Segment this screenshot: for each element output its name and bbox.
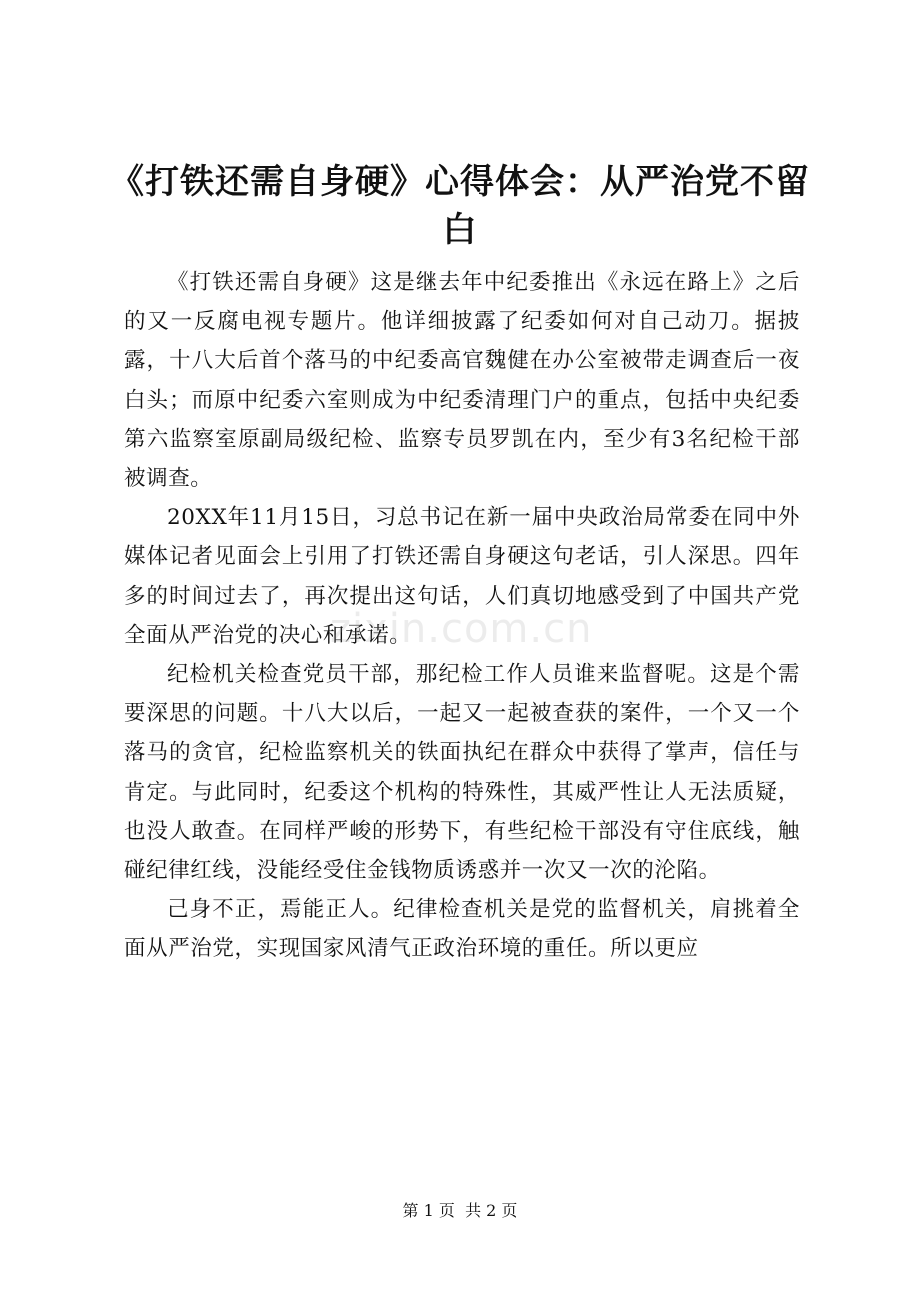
- watermark: zixin.com.cn: [330, 606, 593, 652]
- paragraph-3: 纪检机关检查党员干部，那纪检工作人员谁来监督呢。这是个需要深思的问题。十八大以后，一起又一起被查获的案件，一个又一个落马的贪官，纪检监察机关的铁面执纪在群众中获得了掌声，信任与肯定。与此同时，纪委这个机构的特殊性，其威严性让人无法质疑，也没人敢查。在同样严峻的形势下，有些纪检干部没有守住底线，触碰纪律红线，没能经受住金钱物质诱惑并一次又一次的沦陷。: [124, 662, 800, 884]
- page-footer: 第 1 页 共 2 页: [402, 1201, 518, 1220]
- paragraph-2: 20XX年11月15日，习总书记在新一届中央政治局常委在同中外媒体记者见面会上引用了打铁还需自身硬这句老话，引人深思。四年多的时间过去了，再次提出这句话，人们真切地感受到了中国共产党全面从严治党的决心和承诺。: [124, 505, 800, 648]
- paragraph-1: 《打铁还需自身硬》这是继去年中纪委推出《永远在路上》之后的又一反腐电视专题片。他详细披露了纪委如何对自己动刀。据披露，十八大后首个落马的中纪委高官魏健在办公室被带走调查后一夜白头；而原中纪委六室则成为中纪委清理门户的重点，包括中央纪委第六监察室原副局级纪检、监察专员罗凯在内，至少有3名纪检干部被调查。: [124, 270, 800, 492]
- document-title: 《打铁还需自身硬》心得体会：从严治党不留白: [110, 162, 810, 250]
- paragraph-4: 己身不正，焉能正人。纪律检查机关是党的监督机关，肩挑着全面从严治党，实现国家风清气正政治环境的重任。所以更应: [124, 897, 800, 962]
